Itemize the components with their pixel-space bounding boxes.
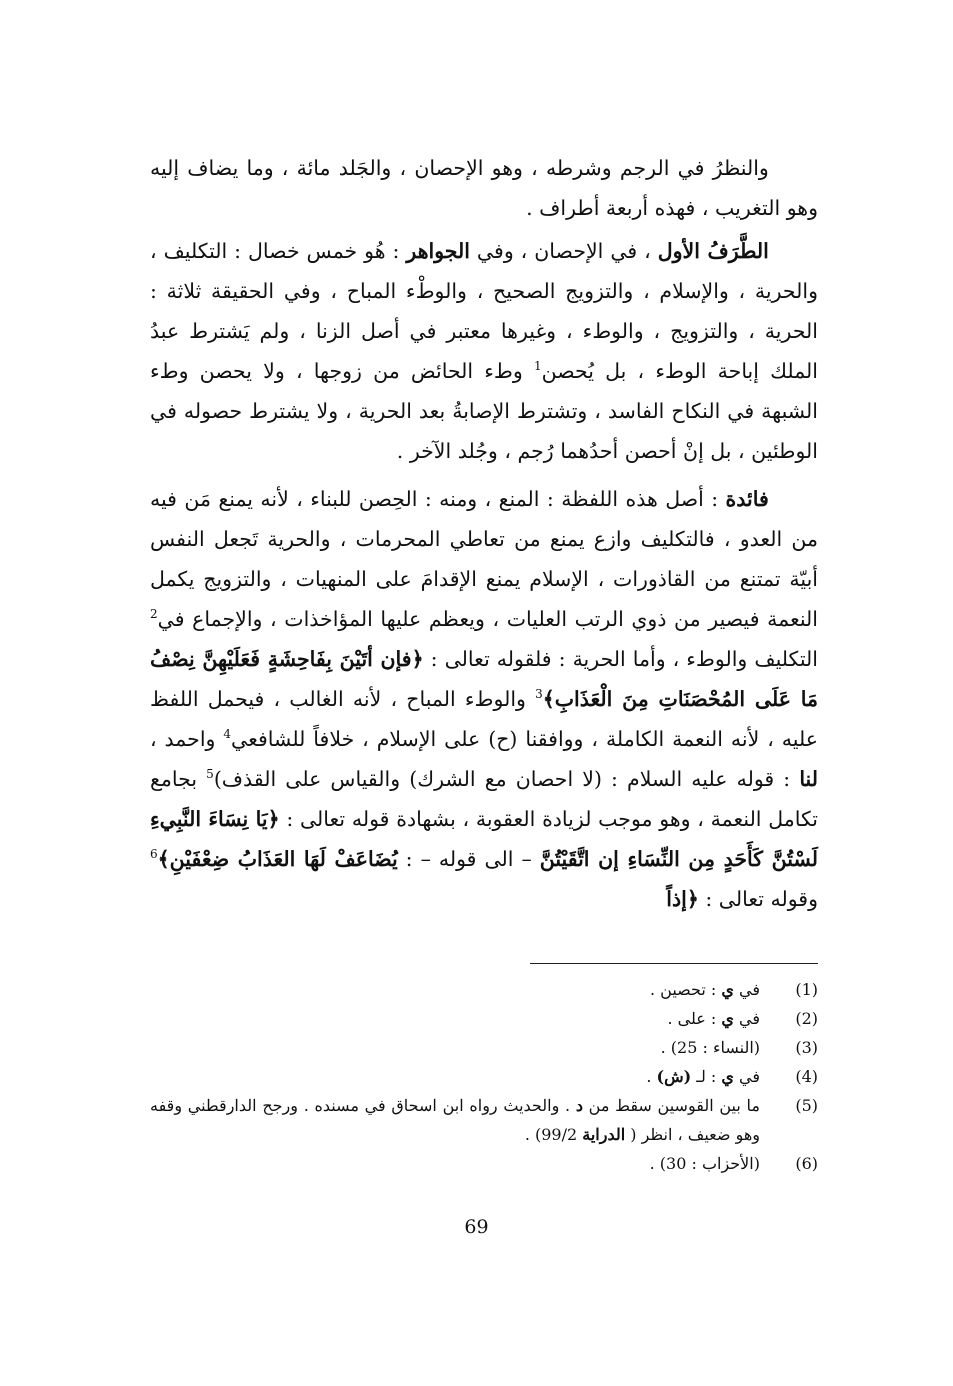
text-run: والوطء المباح ، لأنه الغالب ، فيحمل اللفظ عليه ، لأنه النعمة الكاملة ، ووافقنا (ح) على الإسلام ، خلافاً للشافعي: [150, 687, 819, 751]
footnote-run: .: [646, 1067, 657, 1086]
footnote-run: (النساء : 25) .: [660, 1038, 760, 1057]
footnote-run: في: [733, 980, 760, 999]
footnote-text: [150, 1033, 760, 1062]
text-run: : قوله عليه السلام : (لا احصان مع الشرك) والقياس على القذف): [213, 767, 800, 791]
page-number: 69: [464, 1216, 489, 1238]
footnote-emphasis: (ش): [656, 1067, 692, 1086]
footnote-item: [150, 1033, 818, 1062]
footnote-separator: [530, 963, 818, 964]
text-run: وقوله تعالى :: [698, 887, 818, 911]
footnote-number: (6): [795, 1154, 818, 1173]
text-run: – الى قوله – :: [397, 847, 540, 871]
text-run: ، في الإحصان ، وفي: [469, 239, 658, 263]
text-run: التكليف والوطء ، وأما الحرية : فلقوله تعالى :: [423, 647, 818, 671]
footnote-emphasis: ي: [721, 980, 734, 999]
note-paragraph: [150, 479, 818, 919]
quran-verse: ﴿يَا نِسَاءَ النَّبِيءِ لَسْتُنَّ كَأَحَدٍ مِن النِّسَاءِ إن اتَّقَيْتُنَّ: [150, 807, 818, 871]
footnote-ref-4[interactable]: 4: [223, 727, 232, 742]
footnote-item: [150, 1062, 818, 1091]
quran-verse: ﴿فإن أتَيْنَ بِفَاحِشَةٍ فَعَلَيْهِنَّ نِصْفُ مَا عَلَى المُحْصَنَاتِ مِنَ الْعَذَابِ﴾: [150, 647, 818, 711]
section-heading: الطَّرَفُ الأول: [657, 239, 769, 263]
footnote-run: 99/2) .: [524, 1125, 583, 1144]
footnote-item: [150, 975, 818, 1004]
footnote-emphasis: ي: [721, 1009, 734, 1028]
footnote-number: (5): [795, 1096, 818, 1115]
footnote-text: [150, 1091, 760, 1149]
footnote-text: [150, 1004, 760, 1033]
footnote-number: (3): [795, 1038, 818, 1057]
footnote-text: [150, 1062, 760, 1091]
footnote-number: (4): [795, 1067, 818, 1086]
text-run: : أصل هذه اللفظة : المنع ، ومنه : الحِصن للبناء ، لأنه يمنع مَن فيه من العدو ، فالتكليف وازع يمنع من تعاطي المحرمات ، والحرية تَجعل النفس أبيّة تمتنع من القاذورات ، الإسلام يمنع الإقدامَ على المنهيات ، والتزويج يكمل النعمة فيصير من ذوي الرتب العليات ، ويعظم عليها المؤاخذات ، والإجماع في: [150, 487, 818, 631]
section-paragraph: [150, 231, 818, 471]
footnote-item: [150, 1149, 818, 1178]
text-run: وطء الحائض من زوجها ، ولا يحصن وطء الشبهة في النكاح الفاسد ، وتشترط الإصابةُ بعد الحرية ، ولا يشترط حصوله في الوطئين ، بل إنْ أحصن أحدُهما رُجم ، وجُلد الآخر .: [150, 359, 818, 463]
footnote-run: . والحديث رواه ابن اسحاق في مسنده . ورجح الدارقطني وقفه وهو ضعيف ، انظر (: [150, 1096, 760, 1144]
argument-marker: لنا: [799, 767, 818, 791]
note-heading: فائدة: [725, 487, 769, 511]
footnote-run: في: [733, 1009, 760, 1028]
footnote-run: : لـ: [691, 1067, 722, 1086]
footnote-ref-1[interactable]: 1: [533, 359, 542, 374]
footnote-emphasis: ي: [721, 1067, 734, 1086]
footnote-run: : تحصين .: [649, 980, 722, 999]
footnote-number: (2): [795, 1009, 818, 1028]
intro-paragraph: والنظرُ في الرجم وشرطه ، وهو الإحصان ، والجَلد مائة ، وما يضاف إليه وهو التغريب ، فهذه أربعة أطراف .: [150, 156, 818, 220]
footnote-item: [150, 1091, 818, 1149]
footnote-item: [150, 1004, 818, 1033]
main-text: [150, 148, 818, 919]
footnote-ref-6[interactable]: 6: [150, 847, 158, 862]
text-run: بجامع تكامل النعمة ، وهو موجب لزيادة العقوبة ، بشهادة قوله تعالى :: [150, 767, 819, 831]
footnote-ref-3[interactable]: 3: [535, 687, 543, 702]
text-run: واحمد ،: [150, 727, 224, 751]
footnote-emphasis: الدراية: [582, 1125, 626, 1144]
text-run: : هُو خمس خصال : التكليف ، والحرية ، والإسلام ، والتزويج الصحيح ، والوطْء المباح ، وفي الحقيقة ثلاثة : الحرية ، والتزويج ، والوطء ، وغيرها معتبر في أصل الزنا ، ولم يَشترط عبدُ الملك إباحة الوطء ، بل يُحصن: [150, 239, 819, 383]
source-name: الجواهر: [406, 239, 470, 263]
footnote-run: ما بين القوسين سقط من: [582, 1096, 760, 1115]
footnote-number: (1): [795, 980, 818, 999]
footnote-run: : على .: [667, 1009, 722, 1028]
footnote-ref-2[interactable]: 2: [150, 607, 158, 622]
footnotes: [150, 975, 818, 1178]
footnote-emphasis: د: [575, 1096, 583, 1115]
footnote-text: [150, 975, 760, 1004]
footnote-text: [150, 1149, 760, 1178]
footnote-run: في: [733, 1067, 760, 1086]
quran-verse: ﴿إذاً: [666, 887, 699, 911]
footnote-run: (الأحزاب : 30) .: [649, 1154, 760, 1173]
footnote-ref-5[interactable]: 5: [206, 767, 214, 782]
quran-verse: يُضَاعَفْ لَهَا العَذَابُ ضِعْفَيْنِ﴾: [157, 847, 398, 871]
